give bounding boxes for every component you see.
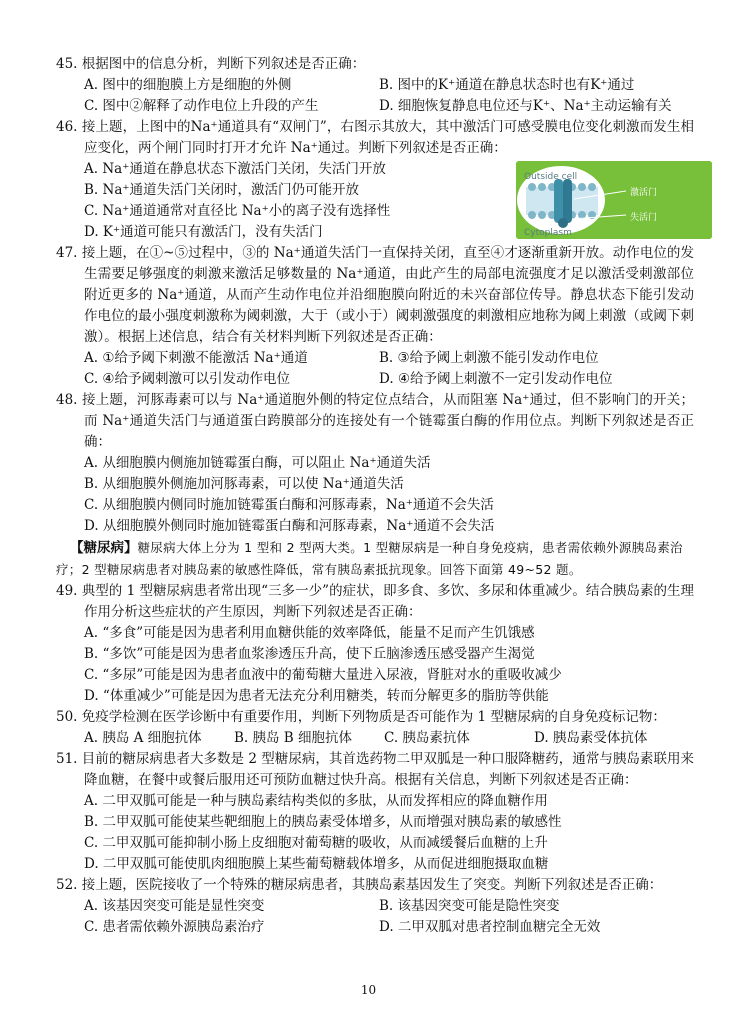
option-b: B. “多饮”可能是因为患者血浆渗透压升高，使下丘脑渗透压感受器产生渴觉 [84,646,535,662]
cytoplasm-label: Cytoplasm [524,228,572,238]
option-b: B. ③给予阈上刺激不能引发动作电位 [379,350,599,366]
section-text: 糖尿病大体上分为 1 型和 2 型两大类。1 型糖尿病是一种自身免疫病，患者需依赖外源胰岛素治疗；2 型糖尿病患者对胰岛素的敏感性降低，常有胰岛素抵抗现象。回答下面第 49~52 题。 [56,540,683,577]
option-d: D. 胰岛素受体抗体 [534,730,648,746]
question-stem: 48. 接上题，河豚毒素可以与 Na⁺通道胞外侧的特定位点结合，从而阻塞 Na⁺通过，但不影响门的开关；而 Na⁺通道失活门与通道蛋白跨膜部分的连接处有一个链霉蛋白酶的作用位点。判断下列叙述是否正确： [56,392,694,450]
option-a: A. 图中的细胞膜上方是细胞的外侧 [84,77,292,93]
question-stem: 50. 免疫学检测在医学诊断中有重要作用，判断下列物质是否可能作为 1 型糖尿病的自身免疫标记物： [56,709,666,725]
question-52 [56,875,694,938]
question-stem: 52. 接上题，医院接收了一个特殊的糖尿病患者，其胰岛素基因发生了突变。判断下列叙述是否正确： [56,877,663,893]
sodium-channel-figure [516,161,712,239]
question-46 [56,117,694,243]
question-51 [56,749,694,875]
option-c: C. 二甲双胍可能抑制小肠上皮细胞对葡萄糖的吸收，从而减缓餐后血糖的上升 [84,835,548,851]
option-a: A. Na⁺通道在静息状态下激活门关闭，失活门开放 [84,161,386,177]
section-intro-diabetes [56,537,694,581]
option-c: C. 图中②解释了动作电位上升段的产生 [84,98,319,114]
option-d: D. 从细胞膜外侧同时施加链霉蛋白酶和河豚毒素，Na⁺通道不会失活 [84,518,495,534]
question-48 [56,390,694,537]
option-d: D. 二甲双胍可能使肌肉细胞膜上某些葡萄糖载体增多，从而促进细胞摄取血糖 [84,856,549,872]
question-50 [56,707,694,749]
option-a: A. ①给予阈下刺激不能激活 Na⁺通道 [84,350,308,366]
option-c: C. Na⁺通道通常对直径比 Na⁺小的离子没有选择性 [84,203,391,219]
option-a: A. 二甲双胍可能是一种与胰岛素结构类似的多肽，从而发挥相应的降血糖作用 [84,793,548,809]
question-49 [56,581,694,707]
page-number: 10 [360,983,377,997]
activation-gate-label: 激活门 [630,188,658,198]
question-stem: 46. 接上题，上图中的Na⁺通道具有“双闸门”，右图示其放大，其中激活门可感受膜电位变化刺激而发生相应变化，两个闸门同时打开才允许 Na⁺通过。判断下列叙述是否正确： [56,119,694,156]
section-title: 【糖尿病】 [70,540,138,556]
option-d: D. ④给予阈上刺激不一定引发动作电位 [379,371,613,387]
option-d: D. 二甲双胍对患者控制血糖完全无效 [379,919,601,935]
option-a: A. 该基因突变可能是显性突变 [84,898,265,914]
exam-page [56,54,694,938]
option-b: B. 图中的K⁺通道在静息状态时也有K⁺通过 [379,77,635,93]
option-d: D. K⁺通道可能只有激活门，没有失活门 [84,224,323,240]
inactivation-gate-label: 失活门 [630,213,658,223]
question-stem: 51. 目前的糖尿病患者大多数是 2 型糖尿病，其首选药物二甲双胍是一种口服降糖药，通常与胰岛素联用来降血糖，在餐中或餐后服用还可预防血糖过快升高。根据有关信息，判断下列叙述是否正确： [56,751,694,788]
option-b: B. 该基因突变可能是隐性突变 [379,898,560,914]
option-c: C. 胰岛素抗体 [384,730,470,746]
option-c: C. 从细胞膜内侧同时施加链霉蛋白酶和河豚毒素，Na⁺通道不会失活 [84,497,494,513]
option-b: B. 胰岛 B 细胞抗体 [234,730,353,746]
question-47 [56,243,694,390]
option-a: A. “多食”可能是因为患者利用血糖供能的效率降低，能量不足而产生饥饿感 [84,625,535,641]
option-c: C. “多尿”可能是因为患者血液中的葡萄糖大量进入尿液，肾脏对水的重吸收减少 [84,667,562,683]
question-45 [56,54,694,117]
question-stem: 49. 典型的 1 型糖尿病患者常出现“三多一少”的症状，即多食、多饮、多尿和体重减少。结合胰岛素的生理作用分析这些症状的产生原因，判断下列叙述是否正确： [56,583,694,620]
option-b: B. 二甲双胍可能使某些靶细胞上的胰岛素受体增多，从而增强对胰岛素的敏感性 [84,814,562,830]
option-a: A. 胰岛 A 细胞抗体 [84,730,202,746]
option-a: A. 从细胞膜内侧施加链霉蛋白酶，可以阻止 Na⁺通道失活 [84,455,431,471]
option-d: D. 细胞恢复静息电位还与K⁺、Na⁺主动运输有关 [379,98,672,114]
option-c: C. ④给予阈刺激可以引发动作电位 [84,371,291,387]
option-d: D. “体重减少”可能是因为患者无法充分利用糖类，转而分解更多的脂肪等供能 [84,688,549,704]
option-b: B. 从细胞膜外侧施加河豚毒素，可以使 Na⁺通道失活 [84,476,404,492]
option-b: B. Na⁺通道失活门关闭时，激活门仍可能开放 [84,182,359,198]
outside-cell-label: Outside cell [524,172,578,182]
option-c: C. 患者需依赖外源胰岛素治疗 [84,919,265,935]
question-stem: 47. 接上题，在①~⑤过程中，③的 Na⁺通道失活门一直保持关闭，直至④才逐渐重新开放。动作电位的发生需要足够强度的刺激来激活足够数量的 Na⁺通道，由此产生的局部电流强度才足以激活受刺激部位附近更多的 Na⁺通道，从而产生动作电位并沿细胞膜向附近的未兴奋部位传导。静息状态下能引发动作电位的最小强度刺激称为阈刺激，大于（或小于）阈刺激强度的刺激相应地称为阈上刺激（或阈下刺激）。根据上述信息，结合有关材料判断下列叙述是否正确： [56,245,694,345]
question-stem: 45. 根据图中的信息分析，判断下列叙述是否正确： [56,56,366,72]
